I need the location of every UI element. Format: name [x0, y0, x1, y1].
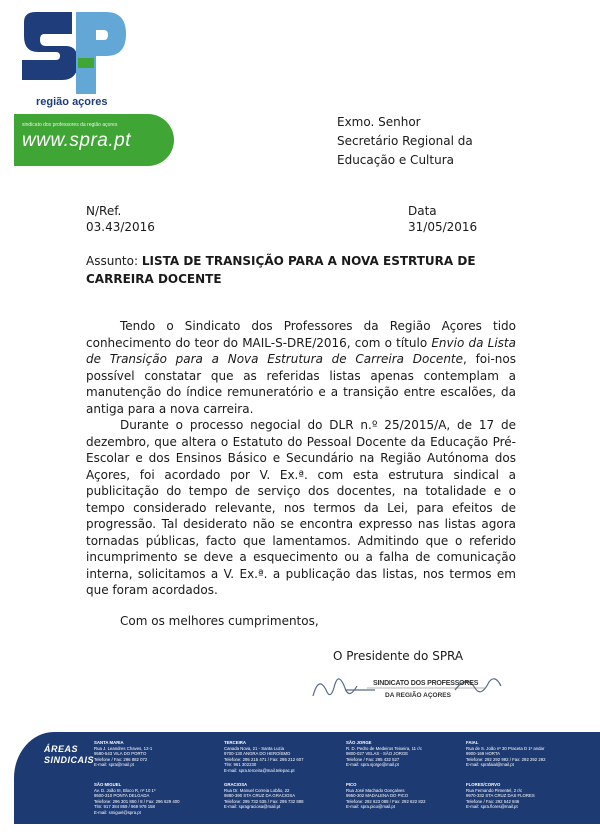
office-line: 9500-310 PONTA DELGADA: [94, 793, 150, 798]
date-value: 31/05/2016: [408, 220, 478, 234]
signature-stamp: [305, 666, 515, 712]
office-line: Telefone: 292 292 992 / Fax: 292 292 292: [466, 756, 546, 762]
signatory-title: O Presidente do SPRA: [333, 649, 464, 663]
office-line: Telefone / Fax: 296 882 072: [94, 756, 148, 762]
body-text-run: Tendo o Sindicato dos Professores da Região Açores tido conhecimento do teor do MAIL-S-DRE/2016, com o título: [86, 319, 516, 350]
office-line: Canada Nova, 21 - Santa Luzia: [224, 745, 284, 751]
office-line: 9880-390 STA CRUZ DA GRACIOSA: [224, 793, 296, 798]
office-sao-jorge: [346, 740, 464, 768]
office-faial: [466, 740, 584, 768]
stamp-text: DA REGIÃO AÇORES: [385, 692, 451, 699]
logo-region-text: região açores: [36, 96, 108, 108]
office-line: 9800-027 VELAS - SÃO JORGE: [346, 751, 409, 756]
office-line: Av. D. João III, Bloco R, nº 10 1º: [94, 787, 156, 793]
handwritten-signature-icon: [305, 666, 515, 712]
logo-tagline: sindicato dos professores da região açores: [22, 122, 118, 128]
office-line: 9700-130 ANGRA DO HEROÍSMO: [224, 751, 291, 756]
office-line: 9950-302 MADALENA DO PICO: [346, 793, 409, 798]
office-line: Rua José Machado Gonçalves: [346, 787, 405, 793]
document-title-italic: Envio da Lista de Transição para a Nova Estrutura de Carreira Docente: [86, 335, 516, 366]
footer-contacts: [14, 732, 600, 824]
office-line: 9900-169 HORTA: [466, 751, 500, 756]
footer-title-line: ÁREAS: [44, 744, 79, 754]
office-line: Telefone / Fax: 295 432 527: [346, 756, 400, 762]
office-line: Telefone: 296 301 860 / 8 / Fax: 296 629 400: [94, 798, 180, 804]
subject-text: LISTA DE TRANSIÇÃO PARA A NOVA ESTRTURA DE CARREIRA DOCENTE: [86, 254, 476, 286]
subject-line: [86, 252, 516, 288]
logo-url: www.spra.pt: [22, 130, 131, 151]
office-graciosa: [224, 782, 342, 810]
reference-label: N/Ref.: [86, 204, 122, 218]
office-line: Tlm: 961 302230: [224, 762, 257, 767]
office-sao-miguel: [94, 782, 212, 815]
office-name: FLORES/CORVO: [466, 782, 501, 787]
office-line: E-mail: spra@mail.pt: [94, 762, 134, 767]
office-line: R. D. Pedro de Medeiros Teixeira, 11 r/c: [346, 745, 423, 751]
office-line: Tlm: 917 384 869 / 969 978 158: [94, 804, 155, 809]
office-line: E-mail: smiguel@spra.pt: [94, 809, 141, 815]
office-line: Telefone: 295 215 471 / Fax: 295 212 607: [224, 756, 304, 762]
footer-title: [44, 744, 94, 766]
office-name: SÃO JORGE: [346, 740, 372, 745]
office-line: Rua Dr. Manuel Correia Lobão, 22: [224, 787, 290, 793]
office-line: Telefone / Fax: 292 542 846: [466, 798, 520, 804]
office-name: SANTA MARIA: [94, 740, 124, 745]
office-line: Telefone: 295 732 535 / Fax: 295 732 888: [224, 798, 304, 804]
office-line: Rua Fernando Pimentel, 2 r/c: [466, 787, 523, 793]
office-name: GRACIOSA: [224, 782, 248, 787]
reference-block: [86, 203, 155, 235]
stamp-text: SINDICATO DOS PROFESSORES: [373, 680, 479, 687]
reference-value: 03.43/2016: [86, 220, 155, 234]
office-line: E-mail: spra.pico@mail.pt: [346, 804, 396, 809]
body-paragraph: [86, 318, 516, 417]
footer-title-line: SINDICAIS: [44, 755, 95, 765]
addressee-line: Exmo. Senhor: [337, 115, 421, 129]
office-line: Rua de S. João nº 30 Praceta D 1º andar: [466, 745, 545, 751]
office-flores-corvo: [466, 782, 584, 810]
spra-logo: [14, 8, 174, 158]
office-name: PICO: [346, 782, 357, 787]
addressee-block: [337, 113, 473, 170]
office-line: E-mail: spra.flores@mail.pt: [466, 804, 518, 809]
office-line: E-mail: spra.sjorge@mail.pt: [346, 762, 399, 767]
office-line: Telefone: 292 623 088 / Fax: 292 622 822: [346, 798, 426, 804]
date-block: [408, 203, 477, 235]
office-line: Rua J. Leandres Chaves, 12-1: [94, 745, 153, 751]
office-santa-maria: [94, 740, 212, 768]
office-terceira: [224, 740, 342, 773]
closing-line: Com os melhores cumprimentos,: [120, 614, 319, 628]
office-line: E-mail: spragraciosa@mail.pt: [224, 804, 281, 809]
body-paragraph: Durante o processo negocial do DLR n.º 25/2015/A, de 17 de dezembro, que altera o Estatuto do Pessoal Docente da Educação Pré-Escolar e dos Ensinos Básico e Secundário na Região Autónoma dos Açores, foi acordado por V. Ex.ª. com esta estrutura sindical a publicitação do tempo de serviço dos docentes, na totalidade e o tempo considerado relevante, nos termos da Lei, para efeitos de progressão. Tal desiderato não se encontra expresso nas listas agora tornadas públicas, facto que lamentamos. Admitindo que o referido incumprimento se deve a esquecimento ou a falha de comunicação interna, solicitamos a V. Ex.ª. a publicação das listas, nos termos em que foram acordados.: [86, 418, 516, 597]
office-line: 9970-332 STA CRUZ DAS FLORES: [466, 793, 535, 798]
office-name: FAIAL: [466, 740, 479, 745]
subject-label: Assunto:: [86, 254, 139, 268]
office-name: SÃO MIGUEL: [94, 782, 122, 787]
date-label: Data: [408, 204, 437, 218]
body-text-run: , foi-nos possível constatar que as referidas listas apenas contemplam a manutenção do índice remuneratório e a transição entre escalões, da antiga para a nova carreira.: [86, 352, 516, 416]
office-line: 9580-543 VILA DO PORTO: [94, 751, 147, 756]
logo-green-band: [14, 114, 174, 166]
office-name: TERCEIRA: [224, 740, 246, 745]
office-line: E-mail: spra.terceira@mail.telepac.pt: [224, 767, 295, 773]
office-line: E-mail: sprafaial@mail.pt: [466, 762, 514, 767]
addressee-line: Secretário Regional da: [337, 134, 473, 148]
addressee-line: Educação e Cultura: [337, 153, 454, 167]
letter-body: [86, 318, 516, 599]
office-pico: [346, 782, 464, 810]
